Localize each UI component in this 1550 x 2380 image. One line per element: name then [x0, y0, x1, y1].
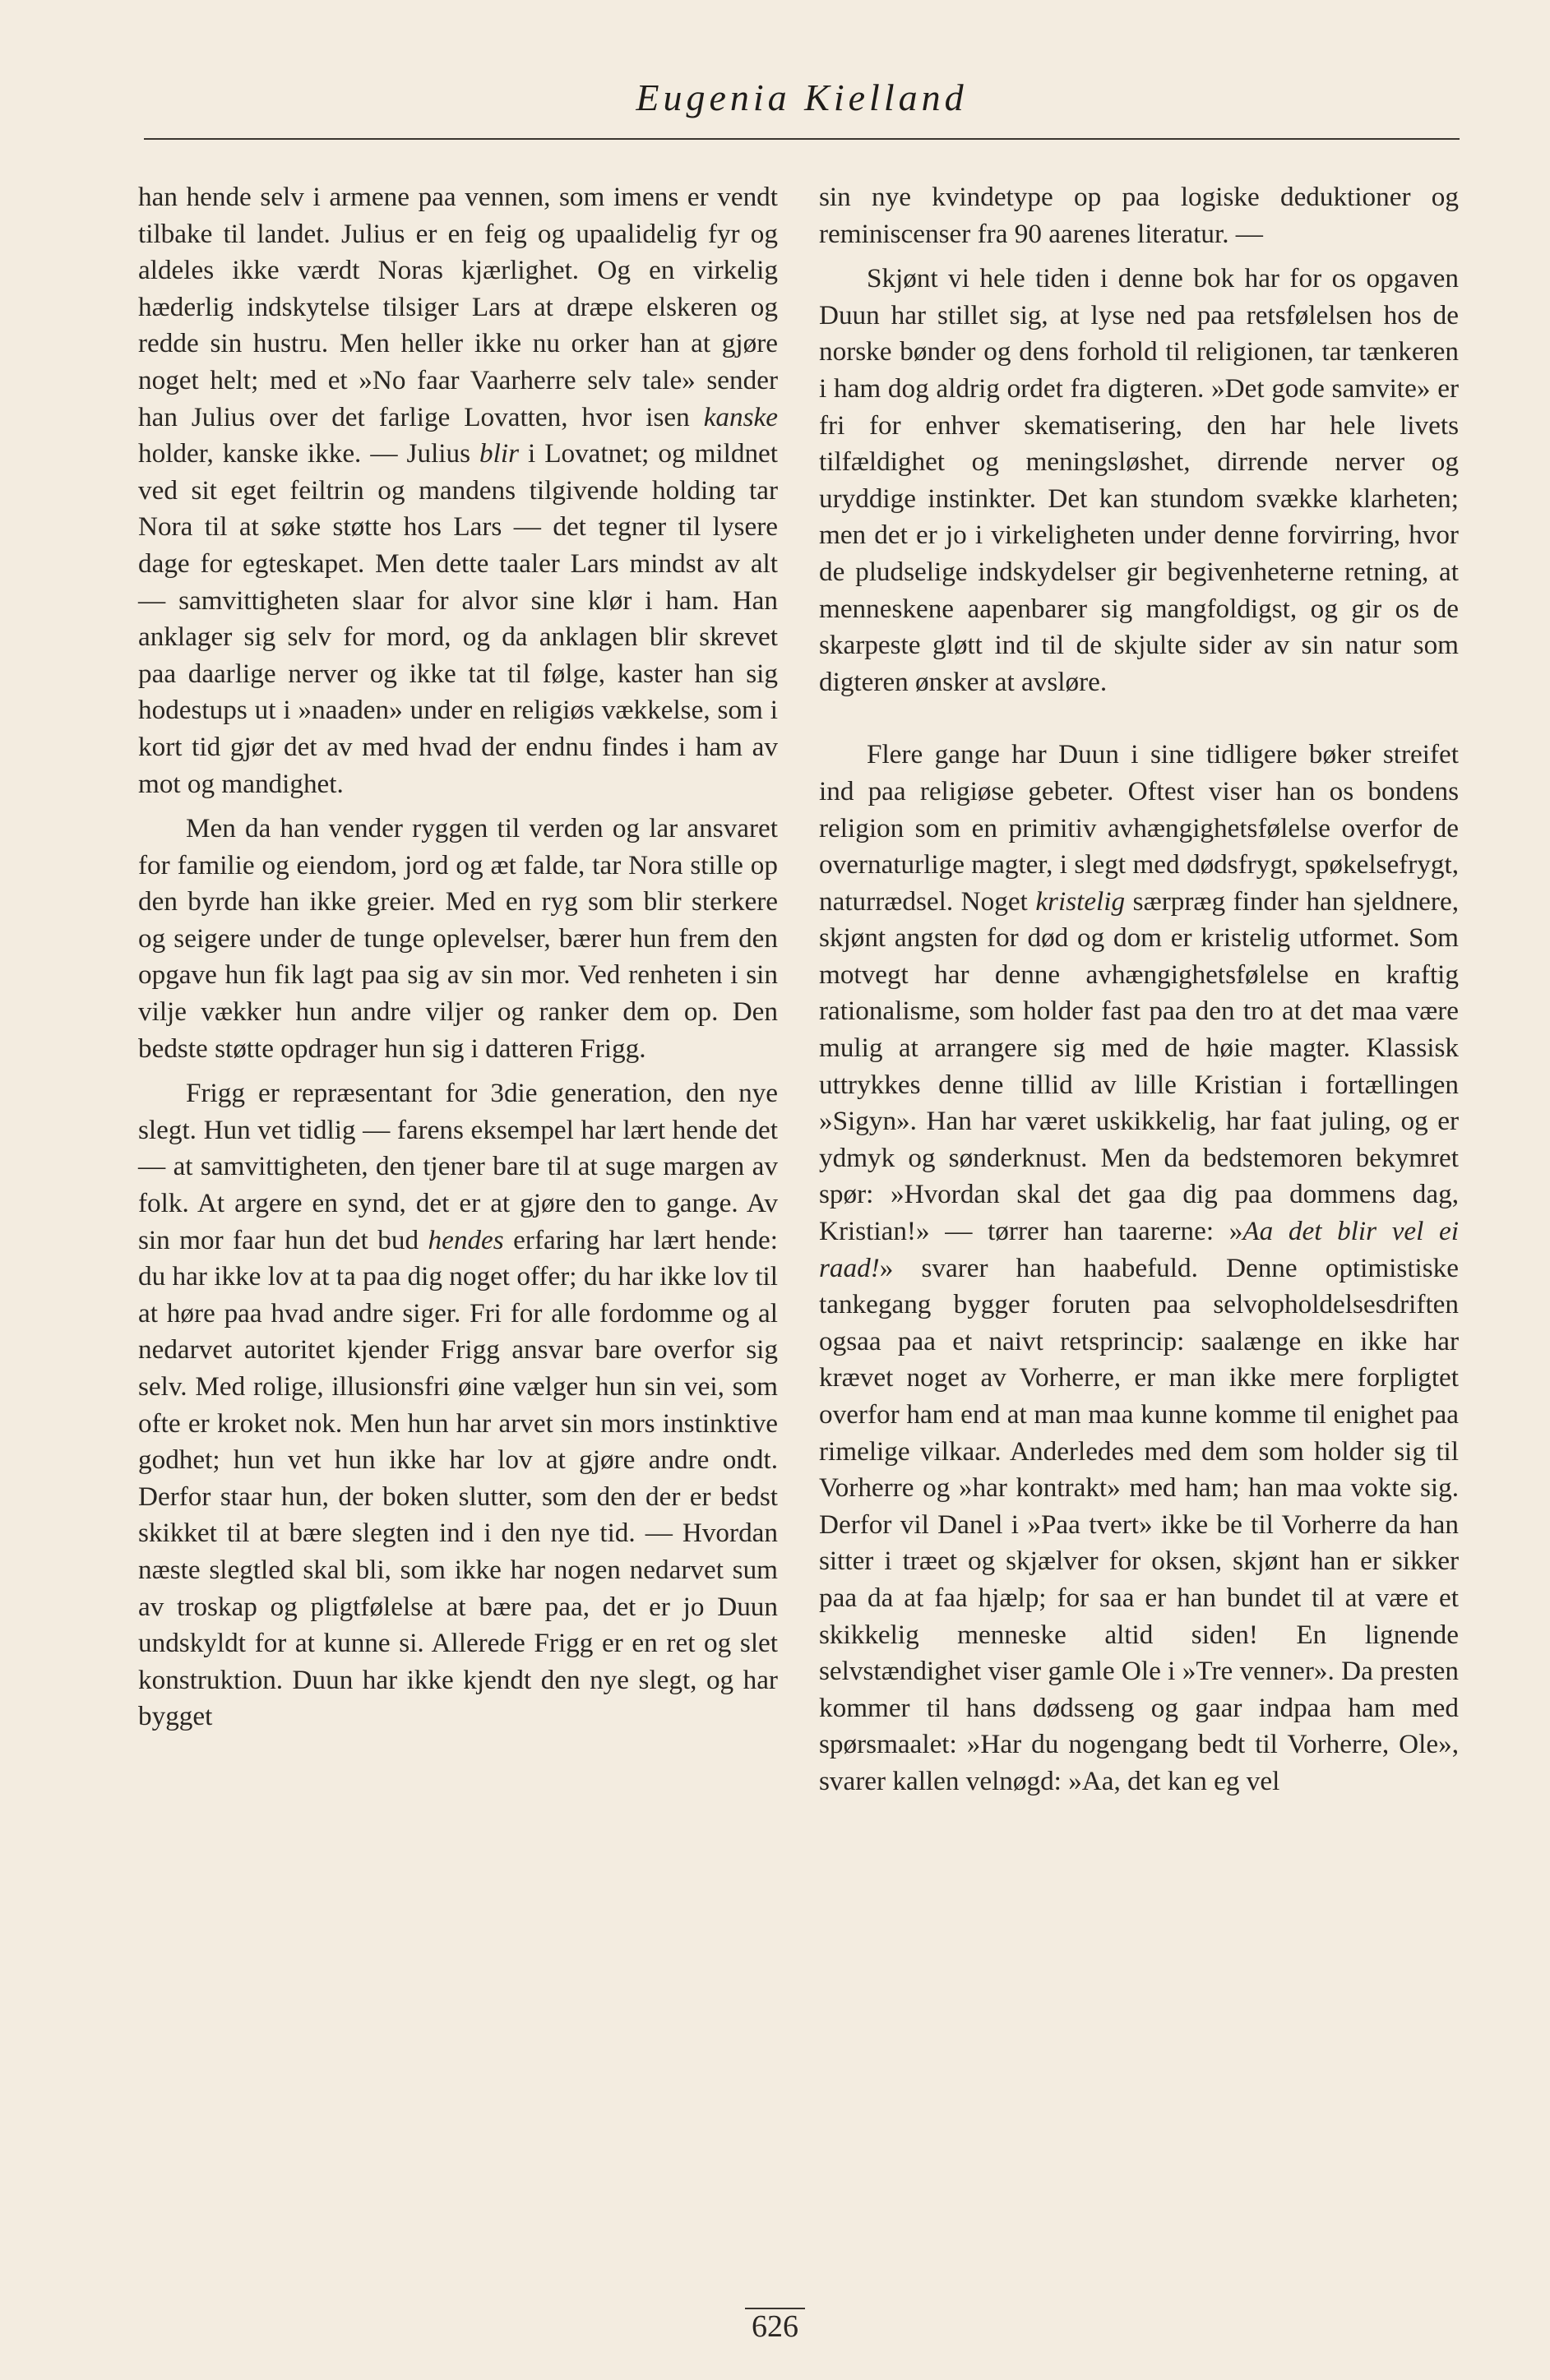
paragraph — [138, 1075, 778, 1735]
paragraph-text: » svarer han haabefuld. Denne optimistiske tankegang bygger foruten paa selvopholdelsesdriften ogsaa paa et naivt retsprincip: saalænge en ikke har krævet noget av Vorherre, er man ikke mere forpligtet overfor ham end at man maa kunne komme til enighet paa rimelige vilkaar. Anderledes med dem som holder sig til Vorherre og »har kontrakt» med ham; han maa vokte sig. Derfor vil Danel i »Paa tvert» ikke be til Vorherre da han sitter i træet og skjælver for oksen, skjønt han er sikker paa da at faa hjælp; for saa er han bundet til at være et skikkelig menneske altid siden! En lignende selvstændighet viser gamle Ole i »Tre venner». Da presten kommer til hans dødsseng og gaar indpaa ham med spørsmaalet: »Har du nogengang bedt til Vorherre, Ole», svarer kallen velnøgd: »Aa, det kan eg vel — [819, 1252, 1459, 1796]
paragraph-text: holder, kanske ikke. — Julius — [138, 438, 480, 469]
emphasis: Aa det blir vel ei raad! — [819, 1216, 1459, 1283]
emphasis: kanske — [703, 401, 778, 432]
paragraph-text: sin nye kvindetype op paa logiske deduktioner og reminiscenser fra 90 aarenes literatur. — — [819, 182, 1459, 249]
paragraph — [819, 179, 1459, 252]
paragraph — [138, 811, 778, 1067]
emphasis: blir — [479, 438, 519, 469]
paragraph-text: i Lovatnet; og mildnet ved sit eget feiltrin og mandens tilgivende holding tar Nora til at søke støtte hos Lars — det tegner til lysere dage for egteskapet. Men dette taaler Lars mindst av alt — samvittigheten slaar for alvor sine klør i ham. Han anklager sig selv for mord, og da anklagen blir skrevet paa daarlige nerver og ikke tat til følge, kaster han sig hodestups ut i »naaden» under en religiøs vækkelse, som i kort tid gjør det av med hvad der endnu findes i ham av mot og mandighet. — [138, 438, 778, 799]
paragraph-text: Skjønt vi hele tiden i denne bok har for os opgaven Duun har stillet sig, at lyse ned paa retsfølelsen hos de norske bønder og dens forhold til religionen, tar tænkeren i ham dog aldrig ordet fra digteren. »Det gode samvite» er fri for enhver skematisering, den har hele livets tilfældighet og meningsløshet, dirrende nerver og uryddige instinkter. Det kan stundom svække klarheten; men det er jo i virkeligheten under denne forvirring, hvor de pludselige indskydelser gir begivenheterne retning, at menneskene aapenbarer sig mangfoldigst, og gir os de skarpeste gløtt ind til de skjulte sider av sin natur som digteren ønsker at avsløre. — [819, 263, 1459, 697]
paragraph-text: han hende selv i armene paa vennen, som imens er vendt tilbake til landet. Julius er en feig og upaalidelig fyr og aldeles ikke værdt Noras kjærlighet. Og en virkelig hæderlig indskytelse tilsiger Lars at dræpe elskeren og redde sin hustru. Men heller ikke nu orker han at gjøre noget helt; med et »No faar Vaarherre selv tale» sender han Julius over det farlige Lovatten, hvor isen — [138, 182, 778, 432]
left-column — [138, 179, 778, 1735]
paragraph — [819, 737, 1459, 1800]
paragraph — [819, 261, 1459, 700]
paragraph-text: særpræg finder han sjeldnere, skjønt angsten for død og dom er kristelig utformet. Som motvegt har denne avhængighetsfølelse en kraftig rationalisme, som holder fast paa den tro at det maa være mulig at arrangere sig med de høie magter. Klassisk uttrykkes denne tillid av lille Kristian i fortællingen »Sigyn». Han har været uskikkelig, har faat juling, og er ydmyk og sønderknust. Men da bedstemoren bekymret spør: »Hvordan skal det gaa dig paa dommens dag, Kristian!» — tørrer han taarerne: » — [819, 885, 1459, 1247]
paragraph-text: Flere gange har Duun i sine tidligere bøker streifet ind paa religiøse gebeter. Oftest viser han os bondens religion som en primitiv avhængighetsfølelse overfor de overnaturlige magter, i slegt med dødsfrygt, spøkelsefrygt, naturrædsel. Noget — [819, 739, 1459, 917]
emphasis: kristelig — [1035, 885, 1126, 917]
paragraph-text: erfaring har lært hende: du har ikke lov at ta paa dig noget offer; du har ikke lov til at høre paa hvad andre siger. Fri for alle fordomme og al nedarvet autoritet kjender Frigg ansvar bare overfor sig selv. Med rolige, illusionsfri øine vælger hun sin vei, som ofte er kroket nok. Men hun har arvet sin mors instinktive godhet; hun vet hun ikke har lov at gjøre andre ondt. Derfor staar hun, der boken slutter, som den der er bedst skikket til at bære slegten ind i den nye tid. — Hvordan næste slegtled skal bli, som ikke har nogen nedarvet sum av troskap og pligtfølelse at bære paa, det er jo Duun undskyldt for at kunne si. Allerede Frigg er en ret og slet konstruktion. Duun har ikke kjendt den nye slegt, og har bygget — [138, 1224, 778, 1732]
paragraph-text: Men da han vender ryggen til verden og lar ansvaret for familie og eiendom, jord og æt falde, tar Nora stille op den byrde han ikke greier. Med en ryg som blir sterkere og seigere under de tunge oplevelser, bærer hun frem den opgave hun fik lagt paa sig av sin mor. Ved renheten i sin vilje vækker hun andre viljer og ranker dem op. Den bedste støtte opdrager hun sig i datteren Frigg. — [138, 813, 778, 1064]
page-number — [0, 2308, 1550, 2345]
right-column — [819, 179, 1459, 1800]
emphasis: hendes — [428, 1224, 504, 1255]
running-title: Eugenia Kielland — [636, 76, 968, 118]
paragraph — [138, 179, 778, 802]
paragraph-text: Frigg er repræsentant for 3die generation, den nye slegt. Hun vet tidlig — farens eksempel har lært hende det — at samvittigheten, den tjener bare til at suge margen av folk. At argere en synd, det er at gjøre den to gange. Av sin mor faar hun det bud — [138, 1078, 778, 1255]
page-number-text: 626 — [745, 2308, 805, 2344]
header-rule — [144, 138, 1460, 140]
